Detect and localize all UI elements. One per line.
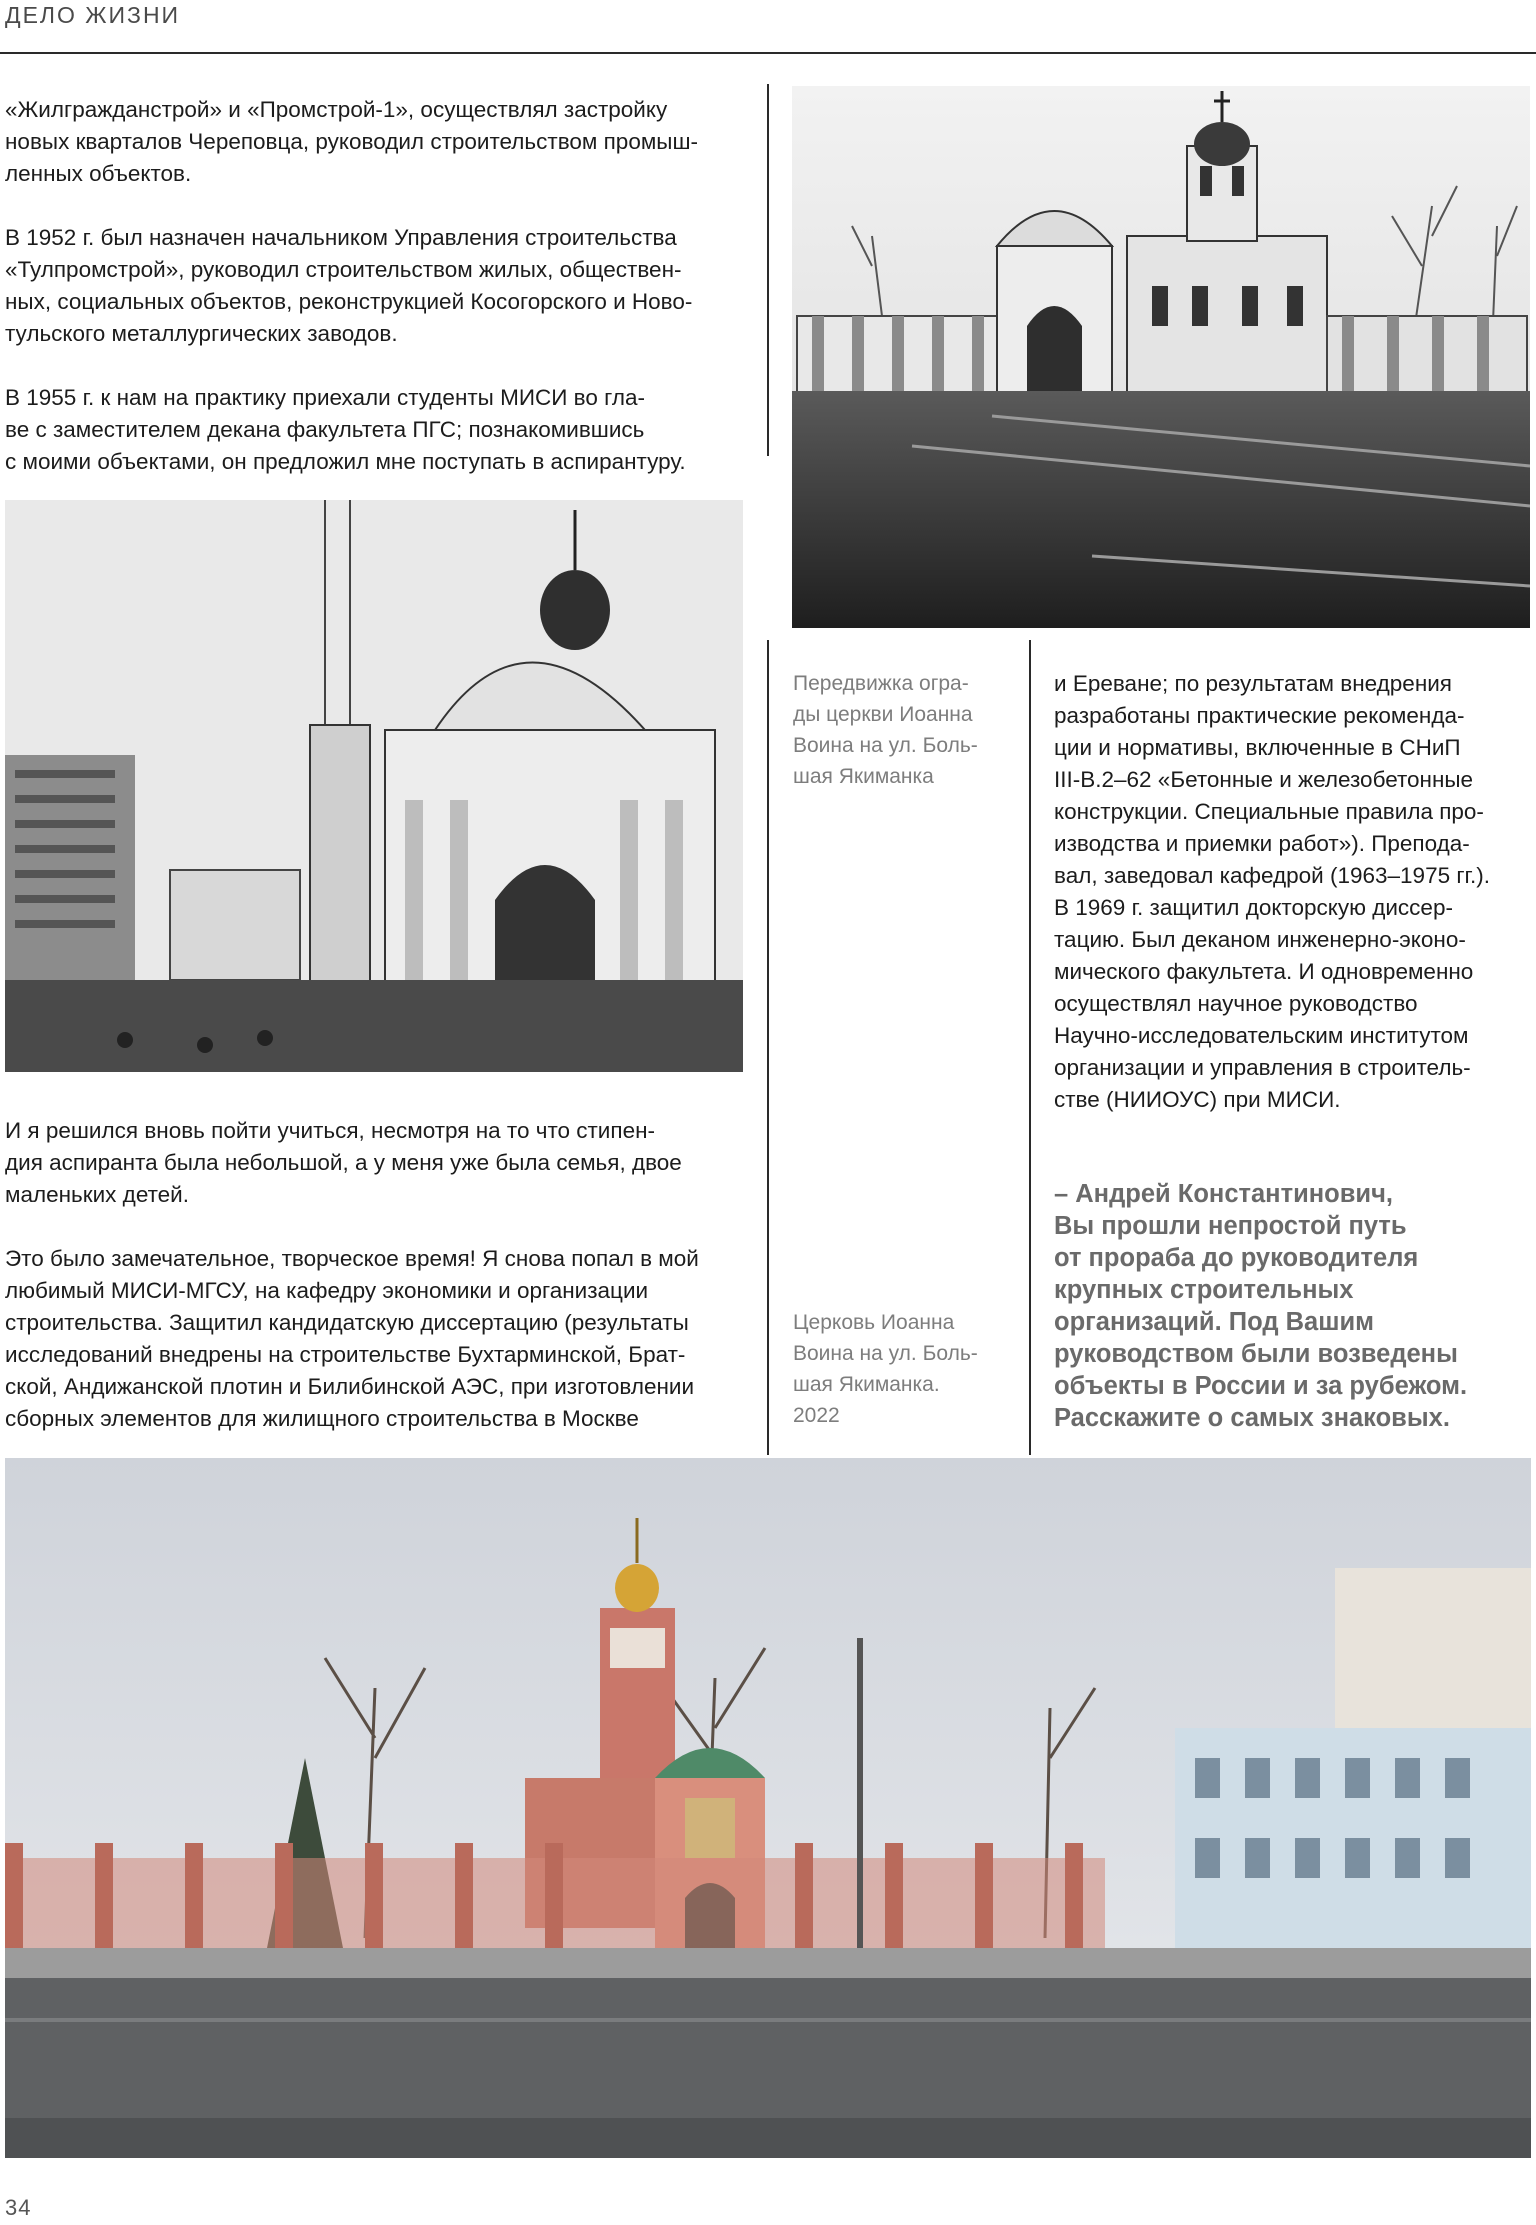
right-column-text — [1054, 668, 1536, 1148]
paragraph-yerevan: и Ереване; по результатам внедрения разработаны практические рекоменда- ции и нормативы, включенные в СНиП III-В.2–62 «Бетонные и железобетонные конструкции. Специальные правила про- изводства и приемки работ»). Препода- вал, заведовал кафедрой (1963–1975 гг.). В 1969 г. защитил докторскую диссер- тацию. Был деканом инженерно-эконо- мического факультета. И одновременно осуществлял научное руководство Научно-исследовательским институтом организации и управления в строитель- стве (НИИОУС) при МИСИ. — [1054, 671, 1491, 1112]
paragraph-decided-to-study: И я решился вновь пойти учиться, несмотря на то что стипен- дия аспиранта была небольшой, а у меня уже была семья, двое маленьких детей. — [5, 1118, 682, 1207]
left-column-top-text — [5, 94, 755, 510]
paragraph-1952: В 1952 г. был назначен начальником Управления строительства «Тулпромстрой», руководил строительством жилых, обществен- ных, социальных объектов, реконструкцией Косогорского и Ново- тульского металлургических заводов. — [5, 225, 693, 346]
photo-historic-church — [792, 86, 1530, 628]
header-rule — [0, 52, 1536, 54]
caption-church-2022: Церковь Иоанна Воина на ул. Боль- шая Якиманка. 2022 — [793, 1311, 978, 1427]
paragraph-creative-time: Это было замечательное, творческое время! Я снова попал в мой любимый МИСИ-МГСУ, на кафедру экономики и организации строительства. Защитил кандидатскую диссертацию (результаты исследований внедрены на строительстве Бухтарминской, Брат- ской, Андижанской плотин и Билибинской АЭС, при изготовлении сборных элементов для жилищного строительства в Москве — [5, 1246, 699, 1431]
interview-question: – Андрей Константинович, Вы прошли непростой путь от прораба до руководителя крупных строительных организаций. Под Вашим руководством были возведены объекты в России и за рубежом. Расскажите о самых знаковых. — [1054, 1180, 1468, 1432]
section-title: ДЕЛО ЖИЗНИ — [5, 2, 181, 28]
caption-moving-fence: Передвижка огра- ды церкви Иоанна Воина на ул. Боль- шая Якиманка — [793, 672, 978, 788]
column-divider-left — [767, 84, 769, 456]
paragraph-zhilgrazhdanstroy: «Жилгражданстрой» и «Промстрой-1», осуществлял застройку новых кварталов Череповца, руководил строительством промыш- ленных объектов. — [5, 97, 699, 186]
paragraph-1955: В 1955 г. к нам на практику приехали студенты МИСИ во гла- ве с заместителем декана факультета ПГС; познакомившись с моими объектами, он предложил мне поступать в аспирантуру. — [5, 385, 686, 474]
photo-church-2022 — [5, 1458, 1531, 2158]
page-number: 34 — [5, 2195, 32, 2220]
column-divider-right — [1029, 640, 1031, 1455]
left-column-bottom-text — [5, 1115, 755, 1467]
photo-moving-gate — [5, 500, 743, 1072]
column-divider-middle — [767, 640, 769, 1455]
